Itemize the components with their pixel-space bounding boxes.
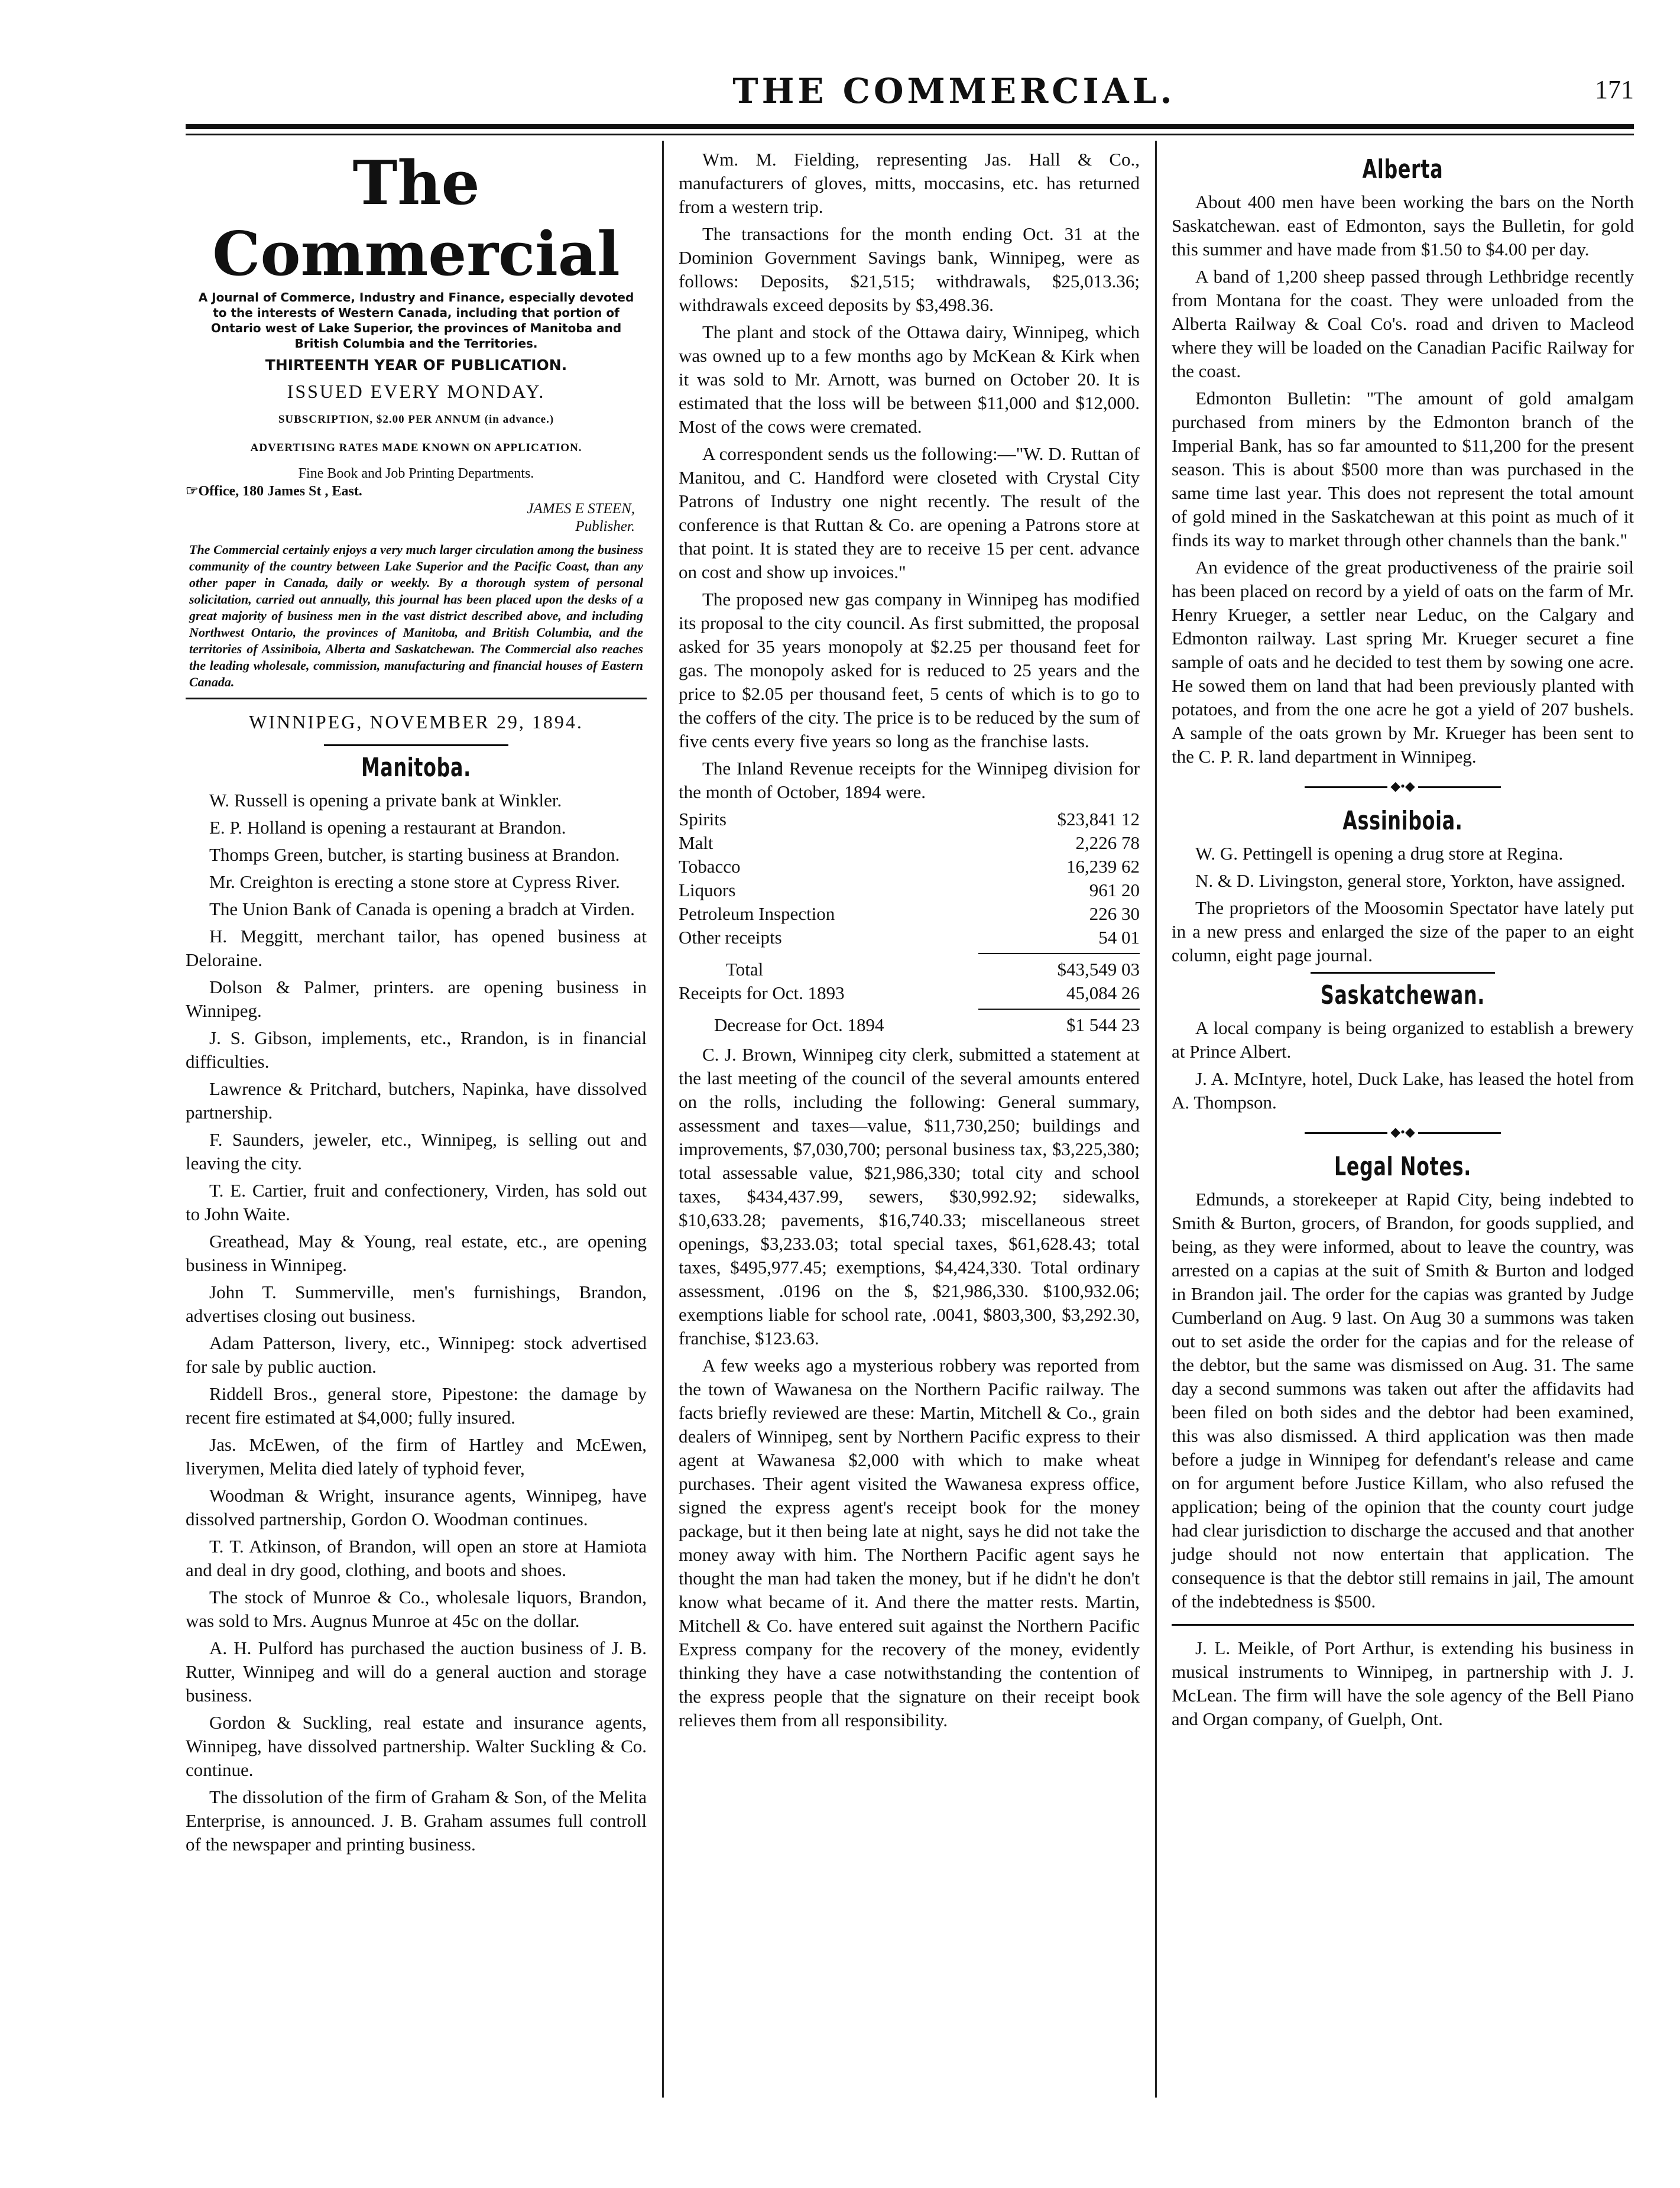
total-rule [978,1009,1140,1010]
news-item: T. E. Cartier, fruit and confectionery, Virden, has sold out to John Waite. [186,1180,647,1224]
news-item: John T. Summerville, men's furnishings, Brandon, advertises closing out business. [186,1282,647,1326]
header-title: THE COMMERCIAL. [732,71,1176,111]
column-divider [662,141,664,2098]
divider [186,698,647,699]
section-heading-assiniboia: Assiniboia. [1342,806,1463,836]
revenue-row [679,831,1140,855]
revenue-value: 2,226 78 [1075,832,1140,853]
news-item: A few weeks ago a mysterious robbery was reported from the town of Wawanesa on the Northern Pacific railway. The facts briefly reviewed are these: Martin, Mitchell & Co., grain dealers of Winnipeg, sent by Northern Pacific express to their agent at Wawanesa $2,000 with which to make wheat purchases. Their agent visited the Wawanesa express office, signed the express agent's receipt book for the money package, but it then being late at night, says he did not take the money away with him. The Northern Pacific agent says he thought the man had taken the money, but if he didn't he don't know what became of it. And there the matter rests. Martin, Mitchell & Co. have entered suit against the Northern Pacific Express company for the recovery of the money, evidently thinking they have a case notwithstanding the contention of the express people that the signature on their receipt book relieves them from all responsibility. [679,1355,1140,1730]
manitoba-items [186,789,647,1856]
section-heading-manitoba: Manitoba. [361,753,471,783]
news-item: An evidence of the great productiveness of the prairie soil has been placed on record by a yield of oats on the farm of Mr. Henry Krueger, a settler near Leduc, on the Calgary and Edmonton railway. Last spring Mr. Krueger securet a fine sample of oats and he decided to test them by sowing one acre. He sowed them on land that had been previously planted with potatoes, and from the one acre he got a yield of 207 bushels. A sample of the oats grown by Mr. Krueger has been sent to the C. P. R. land department in Winnipeg. [1172,557,1634,767]
column-middle [679,148,1140,1736]
nameplate-subtitle: A Journal of Commerce, Industry and Finance, especially devoted to the interests of Western Canada, including that portion of Ontario west of Lake Superior, the provinces of Manitoba and British Columbia and the Territories. [198,290,634,351]
news-item: T. T. Atkinson, of Brandon, will open an store at Hamiota and deal in dry good, clothing, and boots and shoes. [186,1536,647,1580]
news-item: Edmunds, a storekeeper at Rapid City, being indebted to Smith & Burton, grocers, of Brandon, for goods supplied, and being, as they were informed, about to leave the country, was arrested on a capias at the suit of Smith & Burton and lodged in Brandon jail. The order for the capias was granted by Judge Cumberland on Aug. 9 last. On Aug 30 a summons was taken out to set aside the order for the capias and for the release of the debtor, but the same was dismissed on Aug. 31. The same day a second summons was taken out after the affidavits had been filed on both sides and the debtor had been examined, this was also dismissed. A third application was then made before a judge in Winnipeg for defendant's release and came on for argument before Justice Killam, who also refused the application; being of the opinion that the county court judge had clear jurisdiction to discharge the accused and that another judge should not now entertain that application. The consequence is that the debtor still remains in jail, The amount of the indebtedness is $500. [1172,1189,1634,1612]
header-rule-thin [186,134,1634,135]
news-item: F. Saunders, jeweler, etc., Winnipeg, is selling out and leaving the city. [186,1129,647,1174]
news-item: The transactions for the month ending Oct. 31 at the Dominion Government Savings bank, Winnipeg, were as follows: Deposits, $21,515; withdrawals, $25,013.36; withdrawals exceed deposits by $3,498.36. [679,223,1140,315]
publication-year: THIRTEENTH YEAR OF PUBLICATION. [265,356,567,374]
page-header [186,71,1634,130]
revenue-row [679,926,1140,949]
news-item: The stock of Munroe & Co., wholesale liquors, Brandon, was sold to Mrs. Augnus Munroe at 45c on the dollar. [186,1587,647,1631]
news-item: A correspondent sends us the following:—"W. D. Ruttan of Manitou, and C. Handford were closeted with Crystal City Patrons of Industry one night recently. The result of the conference is that Ruttan & Co. are opening a Patrons store at that point. It is stated they are to receive 15 per cent. advance on cost and show up invoices." [679,443,1140,582]
news-item: J. A. McIntyre, hotel, Duck Lake, has leased the hotel from A. Thompson. [1172,1068,1634,1113]
news-item: The Union Bank of Canada is opening a bradch at Virden. [209,899,635,919]
news-item: Dolson & Palmer, printers. are opening business in Winnipeg. [186,977,647,1021]
news-item: C. J. Brown, Winnipeg city clerk, submitted a statement at the last meeting of the council of the several amounts entered on the rolls, including the following: General summary, assessment and taxes—value, $11,730,250; buildings and improvements, $7,030,700; personal business tax, $3,225,380; total assessable value, $21,986,330; total city and school taxes, $434,437.99, sewers, $30,992.92; sidewalks, $10,633.28; pavements, $16,740.33; miscellaneous street openings, $3,233.03; total special taxes, $61,628.43; total taxes, $495,977.45; exemptions, $4,424,330. Total ordinary assessment, .0196 on the $, $21,986,330. $100,932.06; exemptions liable for school rate, .0041, $803,300, $3,292.30, franchise, $123.63. [679,1044,1140,1349]
section-heading-legal-notes: Legal Notes. [1334,1152,1472,1182]
revenue-row [679,902,1140,926]
issue-frequency: ISSUED EVERY MONDAY. [287,381,546,402]
publisher-title: Publisher. [575,518,635,534]
news-item: W. G. Pettingell is opening a drug store at Regina. [1195,843,1564,864]
column-right [1172,148,1634,1735]
news-item: N. & D. Livingston, general store, Yorkton, have assigned. [1195,870,1626,891]
revenue-row [679,808,1140,831]
news-item: E. P. Holland is opening a restaurant at Brandon. [209,817,566,838]
nameplate: The Commercial [212,148,620,290]
news-item: Thomps Green, butcher, is starting business at Brandon. [209,844,620,865]
news-item: Woodman & Wright, insurance agents, Winnipeg, have dissolved partnership, Gordon O. Woodman continues. [186,1485,647,1529]
revenue-table [679,808,1140,1037]
column-divider [1155,141,1157,2098]
column-left [186,148,647,1860]
divider [324,744,508,746]
news-item: Greathead, May & Young, real estate, etc., are opening business in Winnipeg. [186,1231,647,1275]
dateline: WINNIPEG, NOVEMBER 29, 1894. [249,711,583,732]
news-item: Wm. M. Fielding, representing Jas. Hall & Co., manufacturers of gloves, mitts, moccasins, etc. has returned from a western trip. [679,149,1140,217]
news-item: H. Meggitt, merchant tailor, has opened business at Deloraine. [186,926,647,970]
prev-value: 45,084 26 [1066,983,1140,1003]
revenue-value: 961 20 [1089,880,1140,900]
news-item: Lawrence & Pritchard, butchers, Napinka, have dissolved partnership. [186,1078,647,1123]
news-item: Adam Patterson, livery, etc., Winnipeg: stock advertised for sale by public auction. [186,1333,647,1377]
revenue-label: Spirits [679,809,727,829]
revenue-value: 16,239 62 [1066,856,1140,877]
news-item: J. L. Meikle, of Port Arthur, is extending his business in musical instruments to Winnipeg, in partnership with J. J. McLean. The firm will have the sole agency of the Bell Piano and Organ company, of Guelph, Ont. [1172,1638,1634,1729]
news-item: A band of 1,200 sheep passed through Lethbridge recently from Montana for the coast. They were unloaded from the Alberta Railway & Coal Co's. road and driven to Macleod where they will be loaded on the Canadian Pacific Railway for the coast. [1172,266,1634,381]
prev-row [679,981,1140,1005]
divider [1172,1624,1634,1626]
news-item: Jas. McEwen, of the firm of Hartley and McEwen, liverymen, Melita died lately of typhoid fever, [186,1434,647,1479]
news-item: Gordon & Suckling, real estate and insurance agents, Winnipeg, have dissolved partnership. Walter Suckling & Co. continue. [186,1712,647,1780]
news-item: The dissolution of the firm of Graham & Son, of the Melita Enterprise, is announced. J. B. Graham assumes full controll of the newspaper and printing business. [186,1787,647,1855]
total-label: Total [726,959,764,980]
revenue-label: Other receipts [679,927,782,948]
printing-line: Fine Book and Job Printing Departments. [298,466,534,481]
decrease-label: Decrease for Oct. 1894 [714,1014,884,1035]
total-value: $43,549 03 [1057,959,1140,980]
revenue-row [679,879,1140,902]
decrease-row [679,1013,1140,1037]
revenue-value: 54 01 [1098,927,1140,948]
news-item: About 400 men have been working the bars on the North Saskatchewan. east of Edmonton, says the Bulletin, for gold this summer and have made from $1.50 to $4.00 per day. [1172,192,1634,260]
office-line: ☞Office, 180 James St , East. [186,484,362,499]
circulation-blurb: The Commercial certainly enjoys a very much larger circulation among the business community of the country between Lake Superior and the Pacific Coast, than any other paper in Canada, daily or weekly. By a thorough system of personal solicitation, carried out annually, this journal has been placed upon the desks of a great majority of business men in the vast district described above, and including Northwest Ontario, the provinces of Manitoba, and British Columbia, and the territories of Assiniboia, Alberta and Saskatchewan. The Commercial also reaches the leading wholesale, commission, manufacturing and financial houses of Eastern Canada. [189,542,643,689]
revenue-label: Tobacco [679,856,741,877]
news-item: The plant and stock of the Ottawa dairy, Winnipeg, which was owned up to a few months ago by McKean & Kirk when it was sold to Mr. Arnott, was burned on October 20. It is estimated that the loss will be between $11,000 and $12,000. Most of the cows were cremated. [679,322,1140,437]
page-number: 171 [1595,75,1634,104]
revenue-label: Petroleum Inspection [679,903,835,924]
news-item: W. Russell is opening a private bank at Winkler. [209,790,562,811]
revenue-row [679,855,1140,879]
revenue-label: Malt [679,832,713,853]
divider [1311,972,1496,974]
news-item: Mr. Creighton is erecting a stone store at Cypress River. [209,871,620,892]
news-item: The Inland Revenue receipts for the Winnipeg division for the month of October, 1894 were. [679,758,1140,802]
ornament-divider: ◆•◆ [1172,774,1634,798]
total-rule [978,953,1140,954]
news-item: Riddell Bros., general store, Pipestone: the damage by recent fire estimated at $4,000; fully insured. [186,1383,647,1428]
news-item: J. S. Gibson, implements, etc., Rrandon, is in financial difficulties. [186,1027,647,1072]
news-item: A. H. Pulford has purchased the auction business of J. B. Rutter, Winnipeg and will do a general auction and storage business. [186,1638,647,1706]
news-item: Edmonton Bulletin: "The amount of gold amalgam purchased from miners by the Edmonton branch of the Imperial Bank, has so far amounted to $11,200 for the present season. This is about $500 more than was purchased in the same time last year. This does not represent the total amount of gold mined in the Saskatchewan at this point as much of it finds its way to market through other channels than the bank." [1172,388,1634,550]
subscription-line: SUBSCRIPTION, $2.00 PER ANNUM (in advance.) [278,413,554,426]
advertising-line: ADVERTISING RATES MADE KNOWN ON APPLICATION. [250,442,582,454]
revenue-value: 226 30 [1089,903,1140,924]
revenue-value: $23,841 12 [1057,809,1140,829]
news-item: A local company is being organized to establish a brewery at Prince Albert. [1172,1017,1634,1062]
header-rule [186,124,1634,129]
revenue-label: Liquors [679,880,736,900]
total-row [679,958,1140,981]
decrease-value: $1 544 23 [1066,1014,1140,1035]
ornament-divider: ◆•◆ [1172,1120,1634,1144]
publisher-name: JAMES E STEEN, [527,501,635,517]
news-item: The proprietors of the Moosomin Spectator have lately put in a new press and enlarged the size of the paper to an eight column, eight page journal. [1172,897,1634,965]
news-item: The proposed new gas company in Winnipeg has modified its proposal to the city council. As first submitted, the proposal asked for 35 years monopoly at $2.25 per thousand feet for gas. The monopoly asked for is reduced to 25 years and the price to $2.05 per thousand feet, 5 cents of which is to go to the coffers of the city. The price is to be reduced by the sum of five cents every five years so long as the franchise lasts. [679,589,1140,751]
section-heading-saskatchewan: Saskatchewan. [1320,980,1486,1010]
prev-label: Receipts for Oct. 1893 [679,983,845,1003]
section-heading-alberta: Alberta [1362,154,1444,184]
